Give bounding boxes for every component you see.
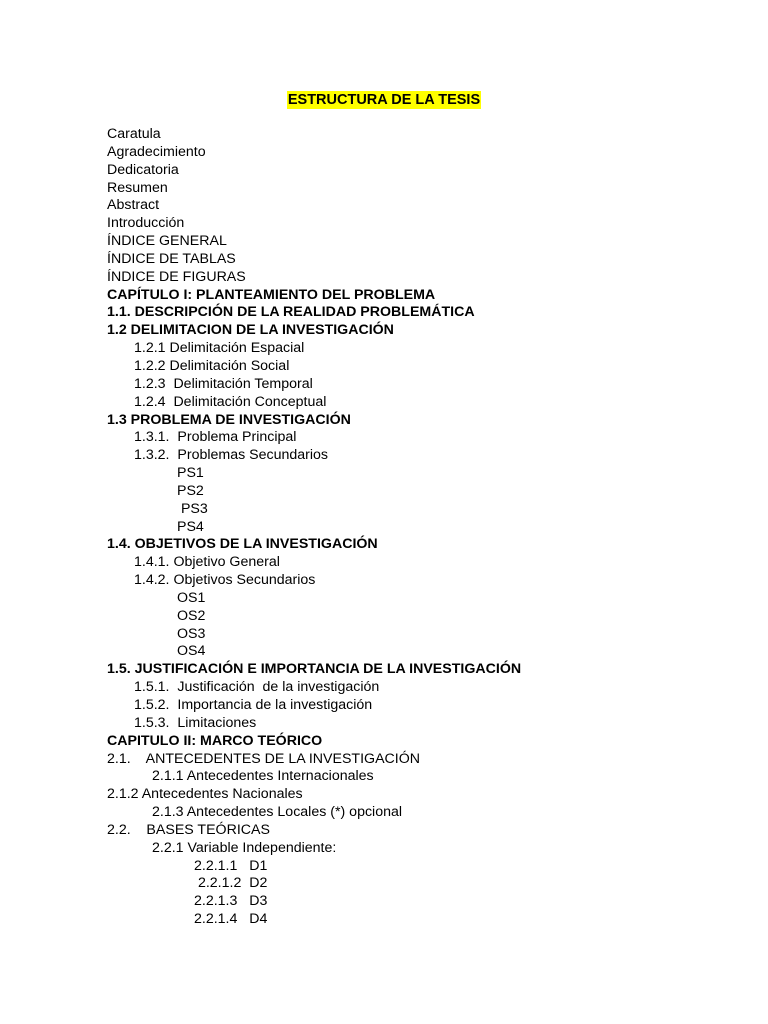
section-heading: 1.4. OBJETIVOS DE LA INVESTIGACIÓN (107, 536, 378, 553)
document-title: ESTRUCTURA DE LA TESIS (287, 92, 481, 108)
section-heading: 1.2 DELIMITACION DE LA INVESTIGACIÓN (107, 322, 394, 339)
toc-entry: 2.1.1 Antecedentes Internacionales (152, 768, 374, 785)
toc-entry: PS3 (177, 500, 208, 517)
section-heading: 1.1. DESCRIPCIÓN DE LA REALIDAD PROBLEMÁTICA (107, 304, 475, 321)
toc-entry: ÍNDICE DE FIGURAS (107, 268, 246, 285)
toc-entry: OS3 (177, 625, 206, 642)
toc-entry: 2.1.2 Antecedentes Nacionales (107, 786, 303, 803)
toc-entry: 2.2.1.3 D3 (194, 893, 268, 910)
title-container (0, 91, 768, 109)
toc-entry: Resumen (107, 179, 168, 196)
toc-entry: 1.5.2. Importancia de la investigación (134, 697, 373, 713)
toc-entry: Dedicatoria (107, 161, 179, 178)
toc-entry: 1.4.2. Objetivos Secundarios (134, 572, 316, 589)
toc-entry: OS4 (177, 643, 206, 660)
toc-entry: ÍNDICE GENERAL (107, 233, 227, 250)
toc-entry: 1.3.2. Problemas Secundarios (134, 447, 329, 464)
section-heading: CAPÍTULO I: PLANTEAMIENTO DEL PROBLEMA (107, 286, 436, 303)
toc-entry: 1.5.3. Limitaciones (134, 714, 257, 731)
table-of-contents (107, 126, 521, 929)
toc-entry: 2.2.1.4 D4 (194, 911, 268, 928)
toc-entry: Caratula (107, 126, 161, 142)
toc-entry: 2.1.3 Antecedentes Locales (*) opcional (152, 804, 403, 821)
toc-entry: 2.2.1.1 D1 (194, 857, 268, 874)
section-heading: 1.5. JUSTIFICACIÓN E IMPORTANCIA DE LA INVESTIGACIÓN (107, 661, 522, 678)
toc-entry: Agradecimiento (107, 143, 206, 160)
section-heading: CAPITULO II: MARCO TEÓRICO (107, 732, 323, 749)
toc-entry: 2.2. BASES TEÓRICAS (107, 821, 270, 838)
toc-entry: PS4 (177, 518, 204, 535)
toc-entry: OS2 (177, 607, 206, 624)
toc-entry: 1.2.3 Delimitación Temporal (134, 375, 313, 392)
toc-entry: 1.5.1. Justificación de la investigación (134, 679, 380, 696)
toc-entry: Abstract (107, 197, 160, 214)
toc-entry: 1.2.2 Delimitación Social (134, 357, 290, 374)
toc-entry: PS1 (177, 465, 204, 482)
toc-entry: Introducción (107, 215, 185, 232)
toc-entry: 1.2.1 Delimitación Espacial (134, 340, 305, 357)
toc-entry: 1.2.4 Delimitación Conceptual (134, 393, 327, 410)
toc-entry: OS1 (177, 589, 206, 606)
toc-entry: PS2 (177, 482, 204, 499)
toc-entry: 2.1. ANTECEDENTES DE LA INVESTIGACIÓN (107, 750, 420, 767)
toc-entry: 2.2.1.2 D2 (194, 875, 268, 892)
toc-entry: 2.2.1 Variable Independiente: (152, 839, 337, 856)
toc-entry: 1.3.1. Problema Principal (134, 429, 297, 446)
section-heading: 1.3 PROBLEMA DE INVESTIGACIÓN (107, 411, 351, 428)
toc-entry: 1.4.1. Objetivo General (134, 554, 280, 571)
toc-entry: ÍNDICE DE TABLAS (107, 250, 236, 267)
